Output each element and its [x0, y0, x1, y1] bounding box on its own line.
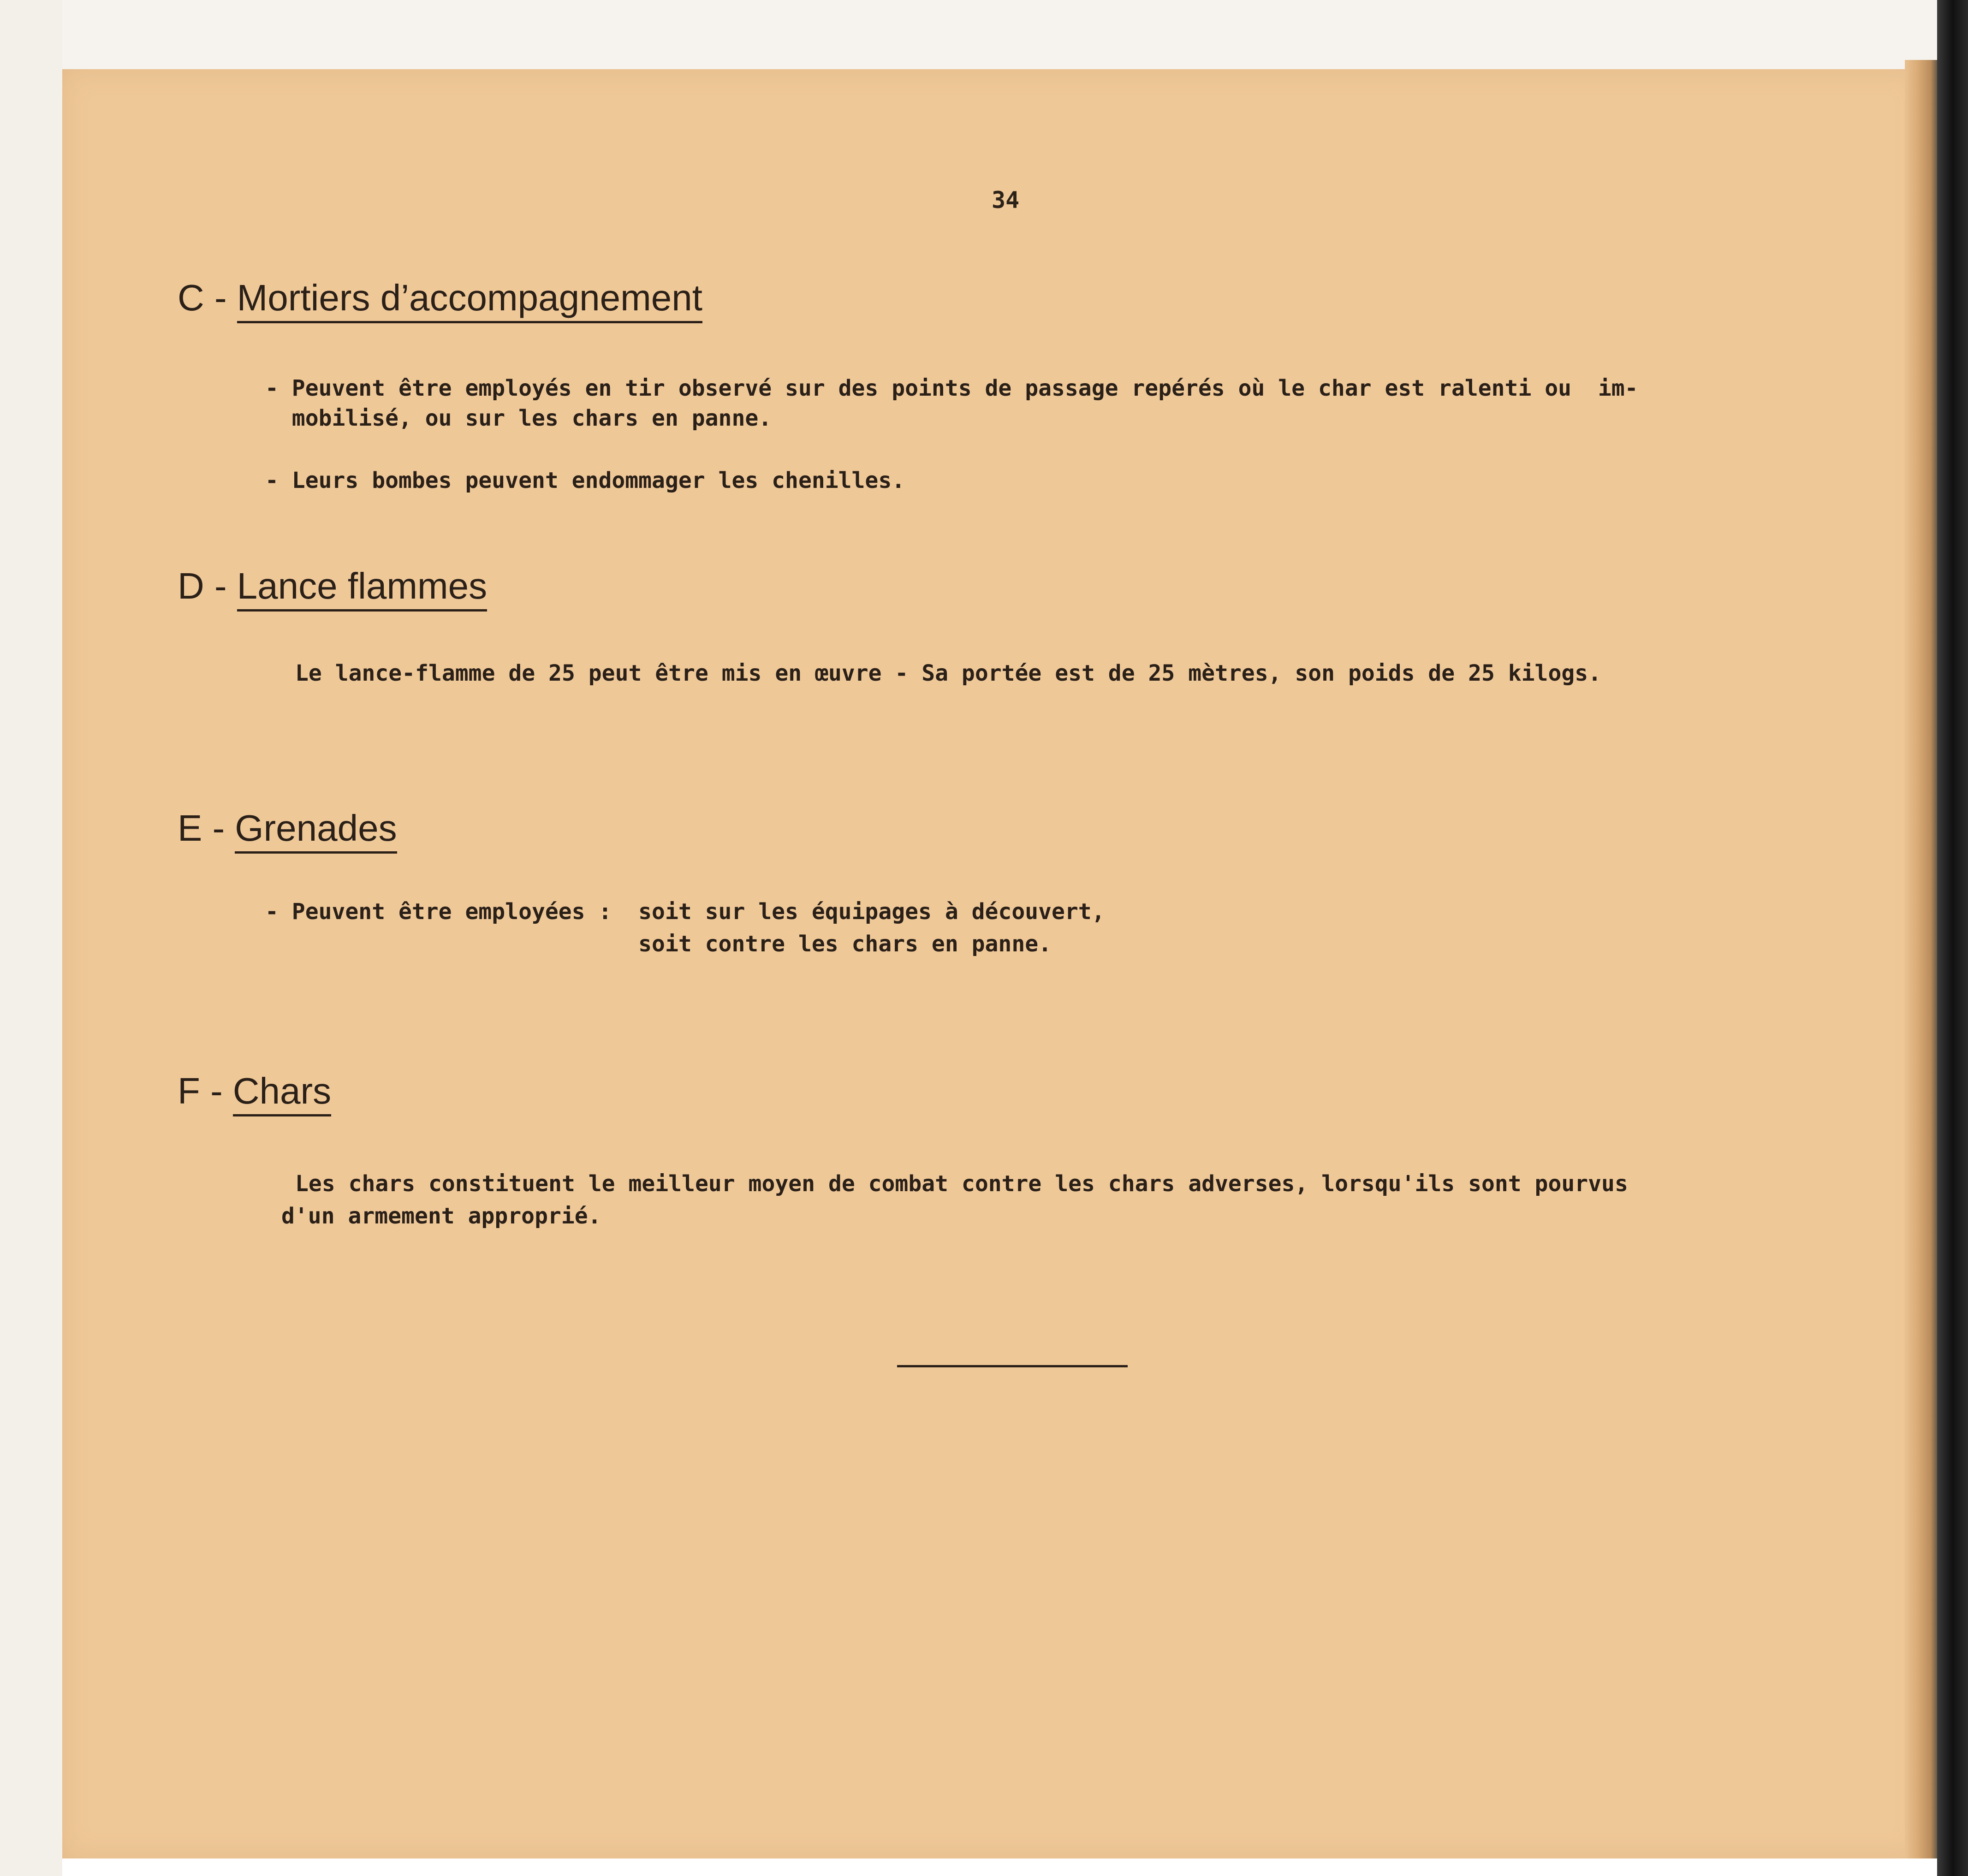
section-heading-d — [178, 565, 487, 611]
section-letter: E - — [178, 807, 225, 849]
section-title: Chars — [233, 1070, 331, 1116]
section-heading-e — [178, 807, 397, 854]
scan-background-left — [0, 0, 62, 1876]
paragraph-line: - Leurs bombes peuvent endommager les chenilles. — [265, 468, 905, 493]
section-letter: F - — [178, 1070, 223, 1111]
paragraph-line: mobilisé, ou sur les chars en panne. — [265, 405, 772, 431]
document-page — [62, 69, 1921, 1858]
section-title: Grenades — [235, 807, 397, 854]
section-heading-f — [178, 1070, 331, 1116]
page-edge-curl — [1905, 60, 1937, 1858]
section-title: Mortiers d’accompagnement — [237, 277, 702, 323]
binder-edge — [1937, 0, 1968, 1876]
section-title: Lance flammes — [237, 565, 487, 611]
paragraph-line: - Peuvent être employés en tir observé sur des points de passage repérés où le char est ralenti ou im- — [265, 375, 1638, 401]
closing-divider — [897, 1365, 1128, 1367]
section-letter: C - — [178, 277, 227, 318]
paragraph-line: Le lance-flamme de 25 peut être mis en œuvre - Sa portée est de 25 mètres, son poids de 25 kilogs. — [295, 660, 1602, 686]
paragraph-line: Les chars constituent le meilleur moyen de combat contre les chars adverses, lorsqu'ils sont pourvus — [295, 1171, 1628, 1197]
section-heading-c — [178, 277, 702, 323]
scan-background-top — [0, 0, 1968, 69]
paragraph-line: d'un armement approprié. — [281, 1203, 601, 1229]
paragraph-line: - Peuvent être employées : soit sur les équipages à découvert, — [265, 899, 1105, 925]
section-letter: D - — [178, 565, 227, 606]
page-number: 34 — [992, 187, 1020, 214]
paragraph-line: soit contre les chars en panne. — [265, 931, 1052, 957]
